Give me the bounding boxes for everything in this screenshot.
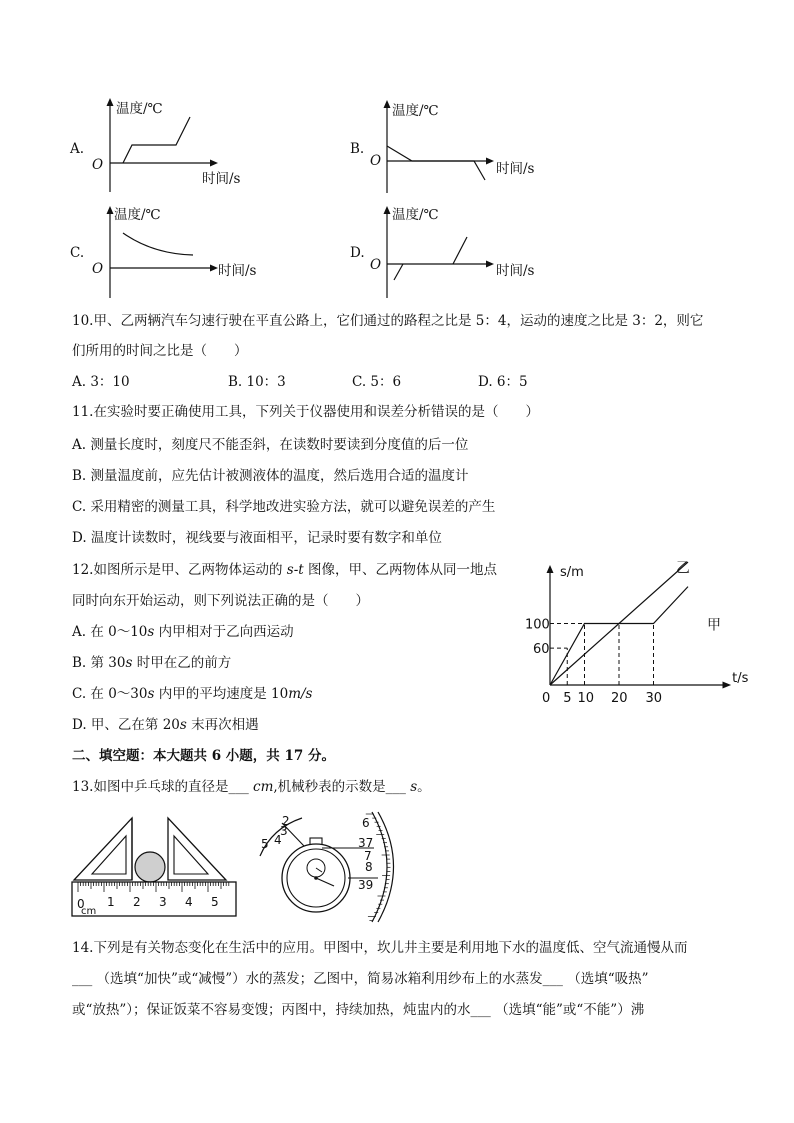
q10-option-b[interactable]: B. 10：3 (228, 374, 286, 390)
graph-d-ylabel: 温度/℃ (392, 207, 439, 223)
q14-line1: 14.下列是有关物态变化在生活中的应用。甲图中，坎儿井主要是利用地下水的温度低、空气流通慢从而 (72, 940, 688, 956)
option-label-d: D. (350, 245, 365, 261)
ruler-num-1: 1 (107, 895, 115, 909)
x-tick-30: 30 (645, 691, 663, 706)
small-dial-3: 3 (280, 824, 288, 838)
q10-stem-line1: 10.甲、乙两辆汽车匀速行驶在平直公路上，它们通过的路程之比是 5：4，运动的速度之比是 3：2，则它 (72, 313, 704, 329)
q12-option-a[interactable]: A. 在 0～10s 内甲相对于乙向西运动 (72, 624, 294, 640)
ruler-num-2: 2 (133, 895, 141, 909)
st-chart-axes (547, 565, 732, 689)
stopwatch-figure (252, 808, 402, 926)
graph-b-origin: O (370, 153, 382, 169)
q12-option-c[interactable]: C. 在 0～30s 内甲的平均速度是 10m/s (72, 686, 313, 702)
small-dial-5: 5 (261, 837, 269, 851)
q11-stem: 11.在实验时要正确使用工具，下列关于仪器使用和误差分析错误的是（ ） (72, 404, 539, 420)
big-scale-6: 6 (362, 816, 370, 830)
graph-d-xlabel: 时间/s (496, 263, 535, 279)
graph-b (350, 98, 550, 198)
q12-stem-line1: 12.如图所示是甲、乙两物体运动的 s-t 图像，甲、乙两物体从同一地点 (72, 562, 497, 578)
graph-c-ylabel: 温度/℃ (114, 207, 161, 223)
series-label-jia: 甲 (706, 617, 721, 634)
graph-a-origin: O (92, 157, 104, 173)
ruler-num-3: 3 (159, 895, 167, 909)
graph-b-xlabel: 时间/s (496, 161, 535, 177)
x-tick-20: 20 (611, 691, 628, 706)
q13-stem: 13.如图中乒乓球的直径是___ cm,机械秒表的示数是___ s。 (72, 779, 431, 795)
ruler-num-5: 5 (211, 895, 219, 909)
series-line-1 (550, 562, 688, 685)
q11-option-d[interactable]: D. 温度计读数时，视线要与液面相平，记录时要有数字和单位 (72, 530, 442, 546)
ruler-num-4: 4 (185, 895, 193, 909)
big-scale-37: 37 (358, 836, 374, 850)
st-chart-guides (550, 624, 654, 686)
graph-b-ylabel: 温度/℃ (392, 103, 439, 119)
option-label-b: B. (350, 141, 365, 157)
q11-option-c[interactable]: C. 采用精密的测量工具，科学地改进实验方法，就可以避免误差的产生 (72, 499, 496, 515)
st-chart (510, 560, 750, 710)
x-axis-arrow (723, 682, 732, 689)
graph-d-origin: O (370, 257, 382, 273)
st-chart-series (550, 562, 688, 685)
q12-option-b[interactable]: B. 第 30s 时甲在乙的前方 (72, 655, 232, 671)
ruler-unit: cm (81, 906, 97, 917)
graph-b-axes (350, 98, 550, 198)
graph-a-xlabel: 时间/s (202, 171, 241, 187)
x-tick-10: 10 (577, 691, 595, 706)
ruler-figure (70, 810, 242, 922)
option-label-c: C. (70, 245, 85, 261)
section2-title: 二、填空题：本大题共 6 小题，共 17 分。 (72, 748, 335, 764)
y-axis-label: s/m (560, 565, 584, 580)
option-label-a: A. (70, 141, 85, 157)
graph-d-axes (350, 204, 550, 304)
q12-stem-line2: 同时向东开始运动，则下列说法正确的是（ ） (72, 593, 369, 609)
st-chart-labels (525, 560, 749, 706)
q11-option-a[interactable]: A. 测量长度时，刻度尺不能歪斜，在读数时要读到分度值的后一位 (72, 437, 469, 453)
big-scale-39: 39 (358, 878, 374, 892)
big-scale-8: 8 (365, 860, 373, 874)
q10-option-c[interactable]: C. 5：6 (352, 374, 402, 390)
q10-option-a[interactable]: A. 3：10 (72, 374, 130, 390)
y-axis-arrow (547, 565, 554, 573)
x-tick-5: 5 (563, 691, 572, 706)
q10-option-d[interactable]: D. 6：5 (478, 374, 528, 390)
q10-stem-line2: 们所用的时间之比是（ ） (72, 343, 248, 359)
small-dial-4: 4 (274, 833, 282, 847)
graph-a-ylabel: 温度/℃ (116, 101, 163, 117)
q12-option-d[interactable]: D. 甲、乙在第 20s 末再次相遇 (72, 717, 259, 733)
q14-line3: 或“放热”）；保证饭菜不容易变馊；丙图中，持续加热，炖盅内的水___ （选填“能”或“不能”）沸 (72, 1002, 645, 1018)
graph-a (68, 96, 241, 196)
graph-d (350, 204, 550, 304)
big-scale-7: 7 (364, 849, 372, 863)
x-tick-0: 0 (542, 691, 551, 706)
ruler-num-0: 0 (77, 897, 85, 911)
y-tick-100: 100 (525, 617, 550, 633)
series-label-yi: 乙 (675, 560, 690, 577)
q11-option-b[interactable]: B. 测量温度前，应先估计被测液体的温度，然后选用合适的温度计 (72, 468, 469, 484)
graph-c-xlabel: 时间/s (218, 263, 257, 279)
graph-c-origin: O (92, 261, 104, 277)
y-tick-60: 60 (533, 642, 550, 658)
small-dial-2: 2 (282, 814, 290, 828)
q14-line2: ___ （选填“加快”或“减慢”）水的蒸发；乙图中，简易冰箱利用纱布上的水蒸发___ （选填“吸热” (72, 971, 649, 987)
graph-c (68, 204, 268, 304)
x-axis-label: t/s (732, 671, 749, 686)
graph-c-axes (68, 204, 268, 304)
